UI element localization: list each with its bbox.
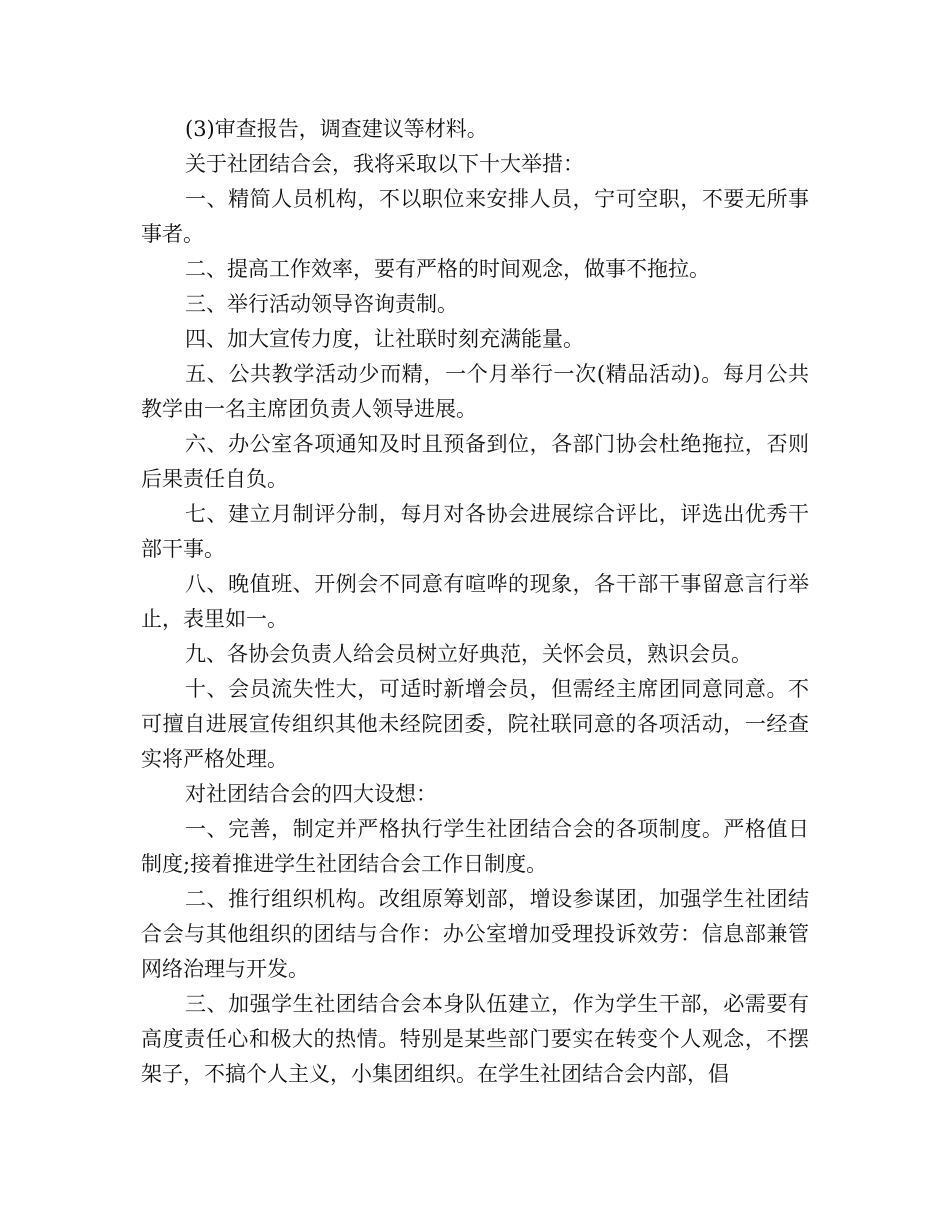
paragraph-measure-10: 十、会员流失性大，可适时新增会员，但需经主席团同意同意。不可擅自进展宣传组织其他未经院团委，院社联同意的各项活动，一经查实将严格处理。	[141, 677, 809, 771]
paragraph-measure-2: 二、提高工作效率，要有严格的时间观念，做事不拖拉。	[185, 257, 710, 281]
paragraph-four-ideas-intro: 对社团结合会的四大设想：	[185, 782, 437, 806]
paragraph-ten-measures-intro: 关于社团结合会，我将采取以下十大举措：	[185, 152, 584, 176]
paragraph-review-materials: (3)审查报告，调查建议等材料。	[185, 117, 488, 141]
paragraph-measure-6: 六、办公室各项通知及时且预备到位，各部门协会杜绝拖拉，否则后果责任自负。	[141, 432, 809, 491]
paragraph-measure-5: 五、公共教学活动少而精，一个月举行一次(精品活动)。每月公共教学由一名主席团负责人领导进展。	[141, 362, 809, 421]
paragraph-idea-1: 一、完善，制定并严格执行学生社团结合会的各项制度。严格值日制度;接着推进学生社团结合会工作日制度。	[141, 817, 809, 876]
paragraph-idea-2: 二、推行组织机构。改组原筹划部，增设参谋团，加强学生社团结合会与其他组织的团结与合作：办公室增加受理投诉效劳：信息部兼管网络治理与开发。	[141, 887, 809, 981]
paragraph-measure-7: 七、建立月制评分制，每月对各协会进展综合评比，评选出优秀干部干事。	[141, 502, 809, 561]
paragraph-measure-1: 一、精简人员机构，不以职位来安排人员，宁可空职，不要无所事事者。	[141, 187, 809, 246]
paragraph-measure-3: 三、举行活动领导咨询责制。	[185, 292, 458, 316]
document-body	[141, 112, 809, 1092]
paragraph-measure-9: 九、各协会负责人给会员树立好典范，关怀会员，熟识会员。	[185, 642, 752, 666]
paragraph-measure-4: 四、加大宣传力度，让社联时刻充满能量。	[185, 327, 584, 351]
paragraph-idea-3: 三、加强学生社团结合会本身队伍建立，作为学生干部，必需要有高度责任心和极大的热情。特别是某些部门要实在转变个人观念，不摆架子，不搞个人主义，小集团组织。在学生社团结合会内部，倡	[141, 992, 809, 1086]
paragraph-measure-8: 八、晚值班、开例会不同意有喧哗的现象，各干部干事留意言行举止，表里如一。	[141, 572, 809, 631]
